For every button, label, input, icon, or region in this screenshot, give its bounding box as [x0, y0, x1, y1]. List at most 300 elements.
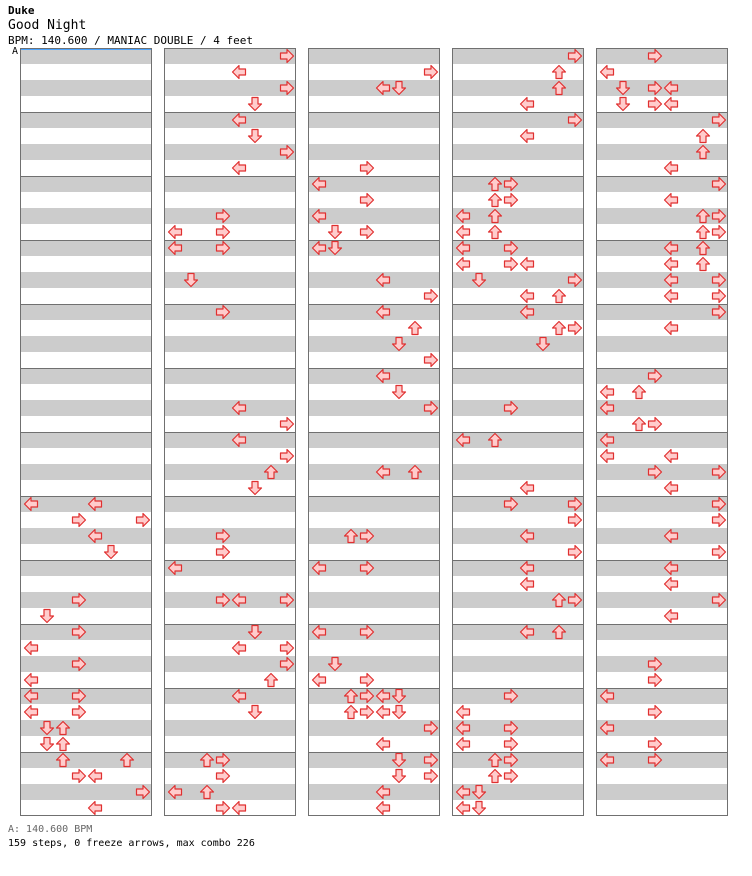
step-arrow-down-icon	[391, 704, 407, 720]
step-arrow-right-icon	[359, 560, 375, 576]
step-arrow-up-icon	[119, 752, 135, 768]
beat-row	[21, 160, 151, 176]
beat-row	[21, 784, 151, 800]
step-arrow-left-icon	[311, 208, 327, 224]
step-arrow-right-icon	[279, 448, 295, 464]
step-arrow-right-icon	[567, 112, 583, 128]
beat-row	[309, 112, 439, 128]
step-arrow-up-icon	[55, 752, 71, 768]
beat-row	[309, 768, 439, 784]
step-arrow-up-icon	[487, 192, 503, 208]
step-arrow-right-icon	[711, 464, 727, 480]
step-arrow-down-icon	[103, 544, 119, 560]
beat-row	[309, 608, 439, 624]
step-arrow-right-icon	[359, 528, 375, 544]
beat-row	[309, 144, 439, 160]
step-arrow-right-icon	[647, 704, 663, 720]
beat-row	[165, 96, 295, 112]
step-arrow-down-icon	[247, 128, 263, 144]
step-arrow-right-icon	[71, 768, 87, 784]
step-arrow-down-icon	[247, 480, 263, 496]
step-arrow-right-icon	[215, 240, 231, 256]
beat-row	[309, 512, 439, 528]
step-arrow-right-icon	[711, 288, 727, 304]
step-arrow-left-icon	[375, 704, 391, 720]
step-arrow-right-icon	[423, 768, 439, 784]
measure-line	[165, 688, 295, 689]
step-arrow-left-icon	[375, 80, 391, 96]
step-arrow-left-icon	[663, 96, 679, 112]
step-arrow-right-icon	[71, 592, 87, 608]
step-arrow-right-icon	[567, 544, 583, 560]
step-arrow-up-icon	[343, 688, 359, 704]
step-arrow-right-icon	[503, 192, 519, 208]
beat-row	[453, 560, 583, 576]
beat-row	[597, 64, 727, 80]
step-arrow-right-icon	[711, 224, 727, 240]
step-arrow-left-icon	[599, 384, 615, 400]
beat-row	[309, 592, 439, 608]
beat-row	[165, 368, 295, 384]
beat-row	[21, 672, 151, 688]
step-arrow-left-icon	[23, 688, 39, 704]
step-arrow-up-icon	[695, 128, 711, 144]
step-arrow-left-icon	[311, 624, 327, 640]
beat-row	[597, 560, 727, 576]
beat-row	[453, 464, 583, 480]
beat-row	[165, 112, 295, 128]
beat-row	[165, 496, 295, 512]
step-arrow-up-icon	[695, 240, 711, 256]
beat-row	[21, 176, 151, 192]
beat-row	[309, 96, 439, 112]
step-arrow-right-icon	[503, 752, 519, 768]
beat-row	[453, 224, 583, 240]
beat-row	[165, 608, 295, 624]
step-arrow-right-icon	[279, 144, 295, 160]
step-arrow-up-icon	[631, 416, 647, 432]
step-arrow-right-icon	[279, 656, 295, 672]
beat-row	[597, 608, 727, 624]
beat-row	[597, 592, 727, 608]
measure-line	[21, 176, 151, 177]
measure-line	[453, 432, 583, 433]
step-arrow-up-icon	[631, 384, 647, 400]
step-arrow-up-icon	[487, 752, 503, 768]
beat-row	[165, 640, 295, 656]
beat-row	[309, 352, 439, 368]
beat-row	[21, 496, 151, 512]
step-arrow-left-icon	[455, 704, 471, 720]
beat-row	[597, 688, 727, 704]
step-arrow-left-icon	[167, 240, 183, 256]
beat-row	[21, 240, 151, 256]
step-arrow-down-icon	[391, 752, 407, 768]
chart-column-4	[452, 48, 584, 816]
chart-info: BPM: 140.600 / MANIAC DOUBLE / 4 feet	[8, 34, 254, 47]
step-arrow-left-icon	[375, 736, 391, 752]
step-arrow-left-icon	[311, 560, 327, 576]
step-arrow-left-icon	[663, 192, 679, 208]
step-summary: 159 steps, 0 freeze arrows, max combo 226	[8, 838, 255, 849]
step-arrow-down-icon	[327, 240, 343, 256]
beat-row	[453, 384, 583, 400]
beat-row	[309, 256, 439, 272]
beat-row	[597, 720, 727, 736]
beat-row	[309, 288, 439, 304]
beat-row	[21, 352, 151, 368]
step-arrow-down-icon	[535, 336, 551, 352]
step-arrow-right-icon	[647, 464, 663, 480]
step-arrow-right-icon	[647, 80, 663, 96]
step-arrow-up-icon	[695, 208, 711, 224]
step-arrow-right-icon	[359, 192, 375, 208]
measure-line	[165, 432, 295, 433]
beat-row	[453, 48, 583, 64]
step-arrow-left-icon	[519, 480, 535, 496]
step-arrow-right-icon	[711, 208, 727, 224]
measure-line	[309, 752, 439, 753]
beat-row	[309, 80, 439, 96]
beat-row	[21, 192, 151, 208]
step-arrow-left-icon	[87, 768, 103, 784]
step-arrow-left-icon	[599, 720, 615, 736]
step-arrow-up-icon	[487, 176, 503, 192]
step-arrow-right-icon	[135, 784, 151, 800]
beat-row	[309, 64, 439, 80]
beat-row	[21, 144, 151, 160]
measure-line	[597, 688, 727, 689]
beat-row	[165, 192, 295, 208]
step-arrow-right-icon	[647, 48, 663, 64]
step-arrow-left-icon	[231, 640, 247, 656]
measure-line	[21, 432, 151, 433]
beat-row	[597, 512, 727, 528]
step-arrow-up-icon	[487, 224, 503, 240]
step-arrow-right-icon	[503, 256, 519, 272]
step-arrow-left-icon	[663, 240, 679, 256]
beat-row	[453, 672, 583, 688]
beat-row	[309, 784, 439, 800]
beat-row	[597, 192, 727, 208]
step-arrow-left-icon	[663, 288, 679, 304]
step-arrow-left-icon	[455, 240, 471, 256]
step-arrow-right-icon	[567, 48, 583, 64]
step-arrow-left-icon	[231, 160, 247, 176]
beat-row	[453, 480, 583, 496]
beat-row	[21, 368, 151, 384]
step-arrow-left-icon	[663, 320, 679, 336]
beat-row	[309, 176, 439, 192]
beat-row	[165, 448, 295, 464]
step-arrow-up-icon	[695, 224, 711, 240]
beat-row	[597, 160, 727, 176]
beat-row	[21, 256, 151, 272]
beat-row	[21, 416, 151, 432]
step-arrow-left-icon	[663, 480, 679, 496]
step-arrow-left-icon	[519, 304, 535, 320]
beat-row	[165, 336, 295, 352]
beat-row	[21, 576, 151, 592]
bpm-change-line	[21, 49, 152, 50]
step-arrow-down-icon	[615, 80, 631, 96]
beat-row	[453, 128, 583, 144]
step-arrow-down-icon	[183, 272, 199, 288]
beat-row	[453, 368, 583, 384]
step-arrow-left-icon	[375, 272, 391, 288]
step-arrow-right-icon	[215, 208, 231, 224]
beat-row	[309, 736, 439, 752]
step-arrow-right-icon	[71, 704, 87, 720]
step-arrow-right-icon	[359, 160, 375, 176]
step-arrow-down-icon	[391, 384, 407, 400]
step-arrow-right-icon	[279, 592, 295, 608]
step-arrow-down-icon	[391, 80, 407, 96]
step-arrow-down-icon	[247, 624, 263, 640]
beat-row	[597, 112, 727, 128]
beat-row	[21, 272, 151, 288]
step-arrow-up-icon	[199, 752, 215, 768]
step-arrow-right-icon	[503, 688, 519, 704]
beat-row	[453, 544, 583, 560]
beat-row	[597, 784, 727, 800]
beat-row	[309, 336, 439, 352]
beat-row	[453, 640, 583, 656]
step-arrow-left-icon	[455, 784, 471, 800]
step-arrow-left-icon	[663, 608, 679, 624]
step-arrow-right-icon	[647, 656, 663, 672]
beat-row	[309, 416, 439, 432]
measure-line	[309, 368, 439, 369]
beat-row	[165, 736, 295, 752]
beat-row	[21, 400, 151, 416]
step-arrow-up-icon	[551, 80, 567, 96]
step-arrow-left-icon	[87, 496, 103, 512]
step-arrow-left-icon	[23, 672, 39, 688]
measure-line	[309, 496, 439, 497]
beat-row	[453, 448, 583, 464]
measure-line	[309, 176, 439, 177]
beat-row	[165, 512, 295, 528]
beat-row	[453, 144, 583, 160]
step-arrow-up-icon	[407, 320, 423, 336]
step-arrow-right-icon	[359, 224, 375, 240]
bpm-legend: A: 140.600 BPM	[8, 824, 93, 835]
beat-row	[453, 304, 583, 320]
measure-line	[165, 176, 295, 177]
beat-row	[309, 800, 439, 816]
step-arrow-right-icon	[711, 496, 727, 512]
step-arrow-right-icon	[279, 80, 295, 96]
step-arrow-left-icon	[167, 224, 183, 240]
step-arrow-right-icon	[359, 704, 375, 720]
step-arrow-left-icon	[599, 752, 615, 768]
beat-row	[597, 528, 727, 544]
beat-row	[165, 384, 295, 400]
step-arrow-right-icon	[279, 416, 295, 432]
measure-line	[453, 112, 583, 113]
step-arrow-right-icon	[503, 496, 519, 512]
beat-row	[165, 80, 295, 96]
beat-row	[597, 768, 727, 784]
measure-line	[309, 304, 439, 305]
beat-row	[165, 160, 295, 176]
step-arrow-right-icon	[423, 752, 439, 768]
step-arrow-left-icon	[375, 304, 391, 320]
beat-row	[309, 544, 439, 560]
beat-row	[597, 320, 727, 336]
beat-row	[165, 624, 295, 640]
step-arrow-left-icon	[455, 208, 471, 224]
step-arrow-down-icon	[471, 272, 487, 288]
measure-line	[309, 432, 439, 433]
beat-row	[21, 464, 151, 480]
beat-row	[165, 432, 295, 448]
beat-row	[21, 800, 151, 816]
step-arrow-right-icon	[567, 320, 583, 336]
beat-row	[309, 48, 439, 64]
step-arrow-right-icon	[359, 688, 375, 704]
step-arrow-right-icon	[71, 656, 87, 672]
step-arrow-left-icon	[375, 688, 391, 704]
beat-row	[165, 48, 295, 64]
step-arrow-left-icon	[519, 96, 535, 112]
step-arrow-down-icon	[327, 656, 343, 672]
beat-row	[597, 336, 727, 352]
step-arrow-right-icon	[503, 240, 519, 256]
beat-row	[165, 480, 295, 496]
beat-row	[453, 352, 583, 368]
chart-column-2	[164, 48, 296, 816]
beat-row	[21, 112, 151, 128]
step-arrow-left-icon	[663, 448, 679, 464]
step-arrow-left-icon	[231, 800, 247, 816]
step-arrow-right-icon	[279, 640, 295, 656]
step-arrow-up-icon	[263, 464, 279, 480]
beat-row	[453, 608, 583, 624]
step-arrow-right-icon	[215, 528, 231, 544]
beat-row	[309, 128, 439, 144]
step-arrow-right-icon	[711, 304, 727, 320]
beat-row	[309, 720, 439, 736]
measure-line	[597, 432, 727, 433]
beat-row	[165, 144, 295, 160]
measure-line	[597, 112, 727, 113]
step-arrow-left-icon	[231, 688, 247, 704]
measure-line	[453, 304, 583, 305]
beat-row	[21, 640, 151, 656]
step-arrow-right-icon	[215, 752, 231, 768]
beat-row	[21, 432, 151, 448]
step-arrow-right-icon	[215, 768, 231, 784]
measure-line	[21, 112, 151, 113]
step-arrow-left-icon	[663, 80, 679, 96]
measure-line	[21, 304, 151, 305]
step-arrow-right-icon	[279, 48, 295, 64]
step-arrow-right-icon	[567, 592, 583, 608]
step-arrow-up-icon	[55, 720, 71, 736]
beat-row	[21, 288, 151, 304]
beat-row	[165, 64, 295, 80]
beat-row	[309, 576, 439, 592]
beat-row	[597, 272, 727, 288]
measure-line	[165, 624, 295, 625]
beat-row	[309, 448, 439, 464]
step-arrow-left-icon	[455, 736, 471, 752]
step-arrow-left-icon	[663, 256, 679, 272]
beat-row	[21, 64, 151, 80]
beat-row	[165, 688, 295, 704]
beat-row	[453, 208, 583, 224]
beat-row	[165, 704, 295, 720]
beat-row	[21, 48, 151, 64]
beat-row	[21, 384, 151, 400]
beat-row	[597, 800, 727, 816]
beat-row	[21, 208, 151, 224]
step-arrow-right-icon	[423, 288, 439, 304]
beat-row	[453, 336, 583, 352]
step-arrow-right-icon	[711, 544, 727, 560]
step-arrow-down-icon	[391, 336, 407, 352]
step-arrow-right-icon	[215, 304, 231, 320]
chart-column-1	[20, 48, 152, 816]
measure-line	[597, 304, 727, 305]
beat-row	[597, 304, 727, 320]
measure-line	[21, 368, 151, 369]
beat-row	[597, 400, 727, 416]
step-arrow-left-icon	[311, 672, 327, 688]
measure-line	[21, 496, 151, 497]
step-arrow-right-icon	[215, 224, 231, 240]
step-arrow-left-icon	[167, 784, 183, 800]
beat-row	[309, 272, 439, 288]
beat-row	[309, 432, 439, 448]
beat-row	[21, 96, 151, 112]
step-arrow-left-icon	[519, 128, 535, 144]
step-arrow-right-icon	[423, 720, 439, 736]
step-arrow-right-icon	[71, 512, 87, 528]
step-arrow-left-icon	[599, 432, 615, 448]
step-arrow-right-icon	[503, 176, 519, 192]
beat-row	[597, 576, 727, 592]
chart-column-5	[596, 48, 728, 816]
step-arrow-up-icon	[551, 592, 567, 608]
step-arrow-up-icon	[343, 528, 359, 544]
step-arrow-left-icon	[311, 176, 327, 192]
measure-line	[165, 112, 295, 113]
song-artist: Duke	[8, 4, 35, 17]
beat-row	[21, 528, 151, 544]
measure-line	[309, 112, 439, 113]
step-arrow-down-icon	[39, 608, 55, 624]
step-arrow-right-icon	[71, 688, 87, 704]
beat-row	[309, 304, 439, 320]
beat-row	[453, 528, 583, 544]
step-arrow-left-icon	[519, 560, 535, 576]
step-arrow-left-icon	[663, 576, 679, 592]
step-arrow-right-icon	[135, 512, 151, 528]
beat-row	[165, 720, 295, 736]
step-arrow-right-icon	[711, 112, 727, 128]
step-arrow-left-icon	[231, 432, 247, 448]
step-arrow-up-icon	[487, 432, 503, 448]
step-arrow-left-icon	[599, 448, 615, 464]
step-arrow-down-icon	[471, 784, 487, 800]
step-arrow-left-icon	[599, 64, 615, 80]
step-arrow-right-icon	[567, 512, 583, 528]
step-arrow-left-icon	[87, 528, 103, 544]
beat-row	[453, 576, 583, 592]
